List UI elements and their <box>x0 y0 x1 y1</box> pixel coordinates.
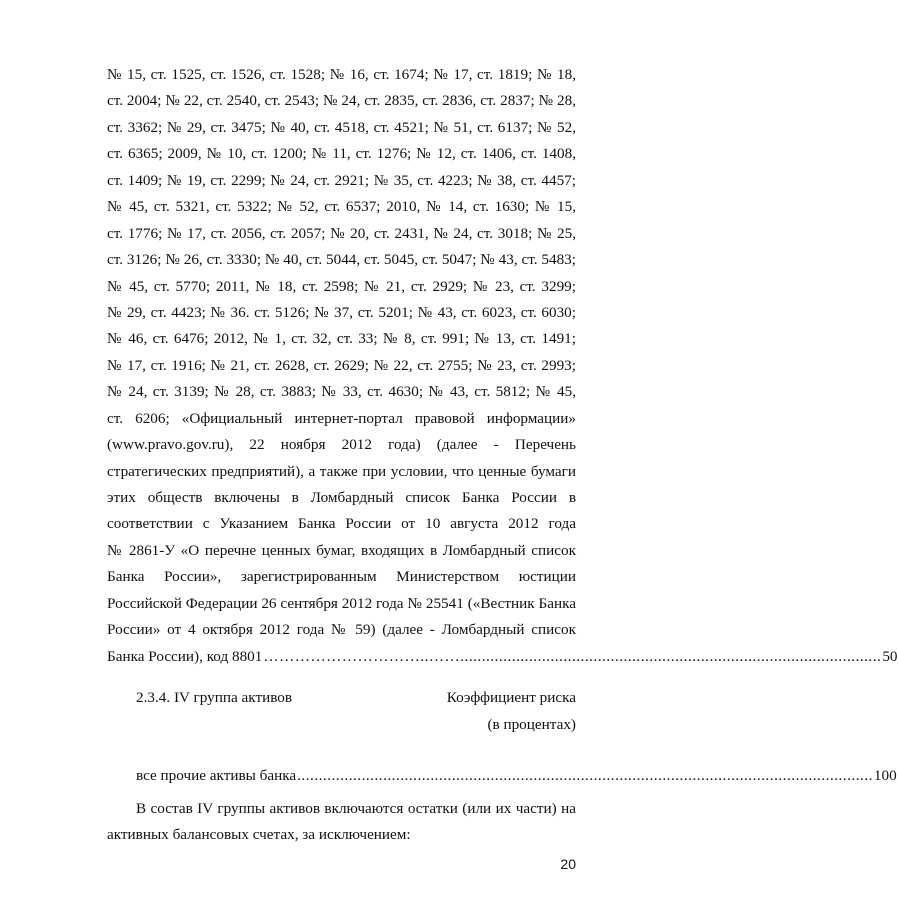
text-line: № 2861-У «О перечне ценных бумаг, входящих в Ломбардный список <box>107 541 576 559</box>
text-line: № 17, ст. 1916; № 21, ст. 2628, ст. 2629; № 22, ст. 2755; № 23, ст. 2993; <box>107 356 576 374</box>
text-line: В состав IV группы активов включаются остатки (или их части) на <box>136 800 576 817</box>
text-line: ст. 2004; № 22, ст. 2540, ст. 2543; № 24, ст. 2835, ст. 2836, ст. 2837; № 28, <box>107 92 576 110</box>
text-line: этих обществ включены в Ломбардный список Банка России в <box>107 489 576 506</box>
body-text <box>107 62 898 670</box>
text-line: № 45, ст. 5321, ст. 5322; № 52, ст. 6537; 2010, № 14, ст. 1630; № 15, <box>107 198 576 216</box>
code-label: Банка России), код 8801 <box>107 647 263 665</box>
text-line: ст. 3126; № 26, ст. 3330; № 40, ст. 5044, ст. 5045, ст. 5047; № 43, ст. 5483; <box>107 251 576 269</box>
risk-unit-label: (в процентах) <box>487 716 576 733</box>
text-line: ст. 6365; 2009, № 10, ст. 1200; № 11, ст. 1276; № 12, ст. 1406, ст. 1408, <box>107 145 576 163</box>
other-assets-label: все прочие активы банка <box>136 767 297 784</box>
text-line: № 29, ст. 4423; № 36. ст. 5126; № 37, ст. 5201; № 43, ст. 6023, ст. 6030; <box>107 303 576 321</box>
code-line <box>107 644 898 670</box>
text-line: № 15, ст. 1525, ст. 1526, ст. 1528; № 16, ст. 1674; № 17, ст. 1819; № 18, <box>107 66 576 83</box>
text-line: Российской Федерации 26 сентября 2012 года № 25541 («Вестник Банка <box>107 594 576 612</box>
paragraph <box>107 795 576 848</box>
text-line: ст. 3362; № 29, ст. 3475; № 40, ст. 4518, ст. 4521; № 51, ст. 6137; № 52, <box>107 118 576 136</box>
leader-dots: …………………………..…….................................................................................................. <box>263 647 882 665</box>
other-assets-line <box>136 766 897 792</box>
text-line: ст. 6206; «Официальный интернет-портал правовой информации» <box>107 409 576 427</box>
text-line: № 45, ст. 5770; 2011, № 18, ст. 2598; № 21, ст. 2929; № 23, ст. 3299; <box>107 277 576 295</box>
text-line: (www.pravo.gov.ru), 22 ноября 2012 года) (далее - Перечень <box>107 436 576 454</box>
code-value: 50 <box>882 647 898 665</box>
text-line: № 46, ст. 6476; 2012, № 1, ст. 32, ст. 33; № 8, ст. 991; № 13, ст. 1491; <box>107 330 576 348</box>
text-line: России» от 4 октября 2012 года № 59) (далее - Ломбардный список <box>107 621 576 639</box>
page-number: 20 <box>560 856 576 872</box>
text-line: стратегических предприятий), а также при условии, что ценные бумаги <box>107 462 576 480</box>
section-title: 2.3.4. IV группа активов <box>136 689 293 706</box>
text-line: Банка России», зарегистрированным Министерством юстиции <box>107 568 576 586</box>
leader-dots: ...................................................................................................................................... <box>297 767 873 784</box>
text-line: ст. 1409; № 19, ст. 2299; № 24, ст. 2921; № 35, ст. 4223; № 38, ст. 4457; <box>107 171 576 189</box>
text-line: ст. 1776; № 17, ст. 2056, ст. 2057; № 20, ст. 2431, № 24, ст. 3018; № 25, <box>107 224 576 242</box>
text-line: соответствии с Указанием Банка России от 10 августа 2012 года <box>107 515 576 533</box>
text-line: активных балансовых счетах, за исключением: <box>107 826 411 844</box>
risk-coefficient-label: Коэффициент риска <box>446 689 576 706</box>
other-assets-value: 100 <box>873 767 897 784</box>
text-line: № 24, ст. 3139; № 28, ст. 3883; № 33, ст. 4630; № 43, ст. 5812; № 45, <box>107 383 576 401</box>
